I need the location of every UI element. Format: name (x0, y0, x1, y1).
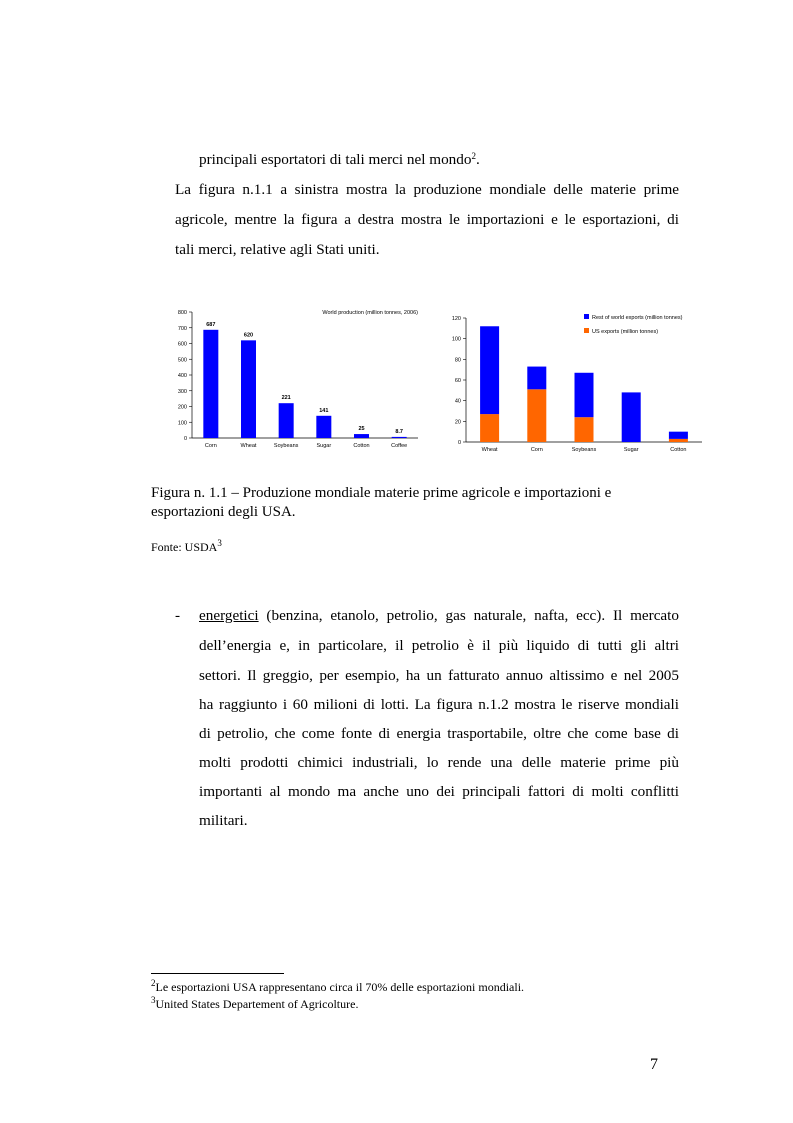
y-tick-label-8: 800 (177, 310, 187, 316)
bar-corn-rest-of-world-exports (527, 367, 546, 390)
bullet-line-5: di petrolio, che come fonte di energia trasportabile, oltre che come base di (199, 725, 679, 742)
para1-line-2: agricole, mentre la figura a destra mostra le importazioni e le esportazioni, di (175, 211, 679, 228)
bullet-dash: - (175, 607, 181, 624)
legend-swatch-us-exports (584, 328, 589, 333)
y-tick-label-3: 60 (454, 378, 461, 384)
x-tick-label-soybeans: Soybeans (273, 443, 299, 449)
bullet-line-4: ha raggiunto i 60 milioni di lotti. La figura n.1.2 mostra le riserve mondiali (199, 696, 679, 713)
bar-cotton-us-exports (669, 439, 688, 442)
bullet-keyword: energetici (199, 607, 259, 624)
footnote-3 (151, 997, 358, 1012)
figure-caption-line-2: esportazioni degli USA. (151, 504, 296, 520)
bullet-line-8: militari. (199, 812, 248, 829)
bullet-line-6: molti prodotti chimici industriali, lo rende una delle materie prime più (199, 754, 679, 771)
data-label-sugar: 141 (319, 407, 329, 414)
data-label-wheat: 620 (243, 332, 254, 339)
para1-line-1: La figura n.1.1 a sinistra mostra la produzione mondiale delle materie prime (175, 181, 679, 198)
y-tick-label-0: 0 (183, 436, 187, 442)
bar-cotton (354, 434, 369, 438)
bar-soybeans-rest-of-world-exports (575, 373, 594, 417)
legend-label-us-exports: US exports (million tonnes) (592, 329, 659, 335)
bar-sugar-rest-of-world-exports (622, 392, 641, 442)
x-tick-label-coffee: Coffee (391, 443, 408, 449)
footnote-2-text: Le esportazioni USA rappresentano circa il 70% delle esportazioni mondiali. (155, 980, 525, 994)
y-tick-label-1: 20 (454, 419, 461, 426)
footnote-separator (151, 973, 284, 974)
y-tick-label-4: 80 (454, 357, 461, 364)
source-text: Fonte: USDA (151, 540, 218, 554)
data-label-corn: 687 (206, 321, 216, 328)
bar-soybeans (279, 403, 294, 438)
bar-coffee (392, 437, 407, 438)
y-tick-label-0: 0 (457, 440, 461, 446)
y-tick-label-1: 100 (177, 420, 187, 427)
legend-label-rest-of-world-exports: Rest of world exports (million tonnes) (592, 315, 683, 321)
footnote-3-number: 3 (151, 995, 156, 1005)
bullet-line-3: settori. Il greggio, per esempio, ha un fatturato annuo altissimo e nel 2005 (199, 667, 679, 684)
bar-sugar (316, 416, 331, 438)
x-tick-label-cotton: Cotton (353, 443, 370, 449)
y-tick-label-7: 700 (177, 325, 187, 332)
x-tick-label-wheat: Wheat (240, 443, 257, 449)
us-exports-chart (448, 308, 708, 458)
footnote-2 (151, 980, 524, 995)
x-tick-label-soybeans: Soybeans (571, 447, 597, 453)
text-top-end: . (475, 151, 480, 168)
bar-wheat (241, 340, 256, 438)
data-label-coffee: 8.7 (395, 428, 403, 435)
figure-source (151, 540, 222, 555)
y-tick-label-6: 120 (451, 316, 461, 322)
world-production-chart (170, 306, 430, 456)
x-tick-label-sugar: Sugar (623, 447, 639, 453)
y-tick-label-2: 200 (177, 404, 187, 411)
y-tick-label-4: 400 (177, 373, 187, 379)
chart-title: World production (million tonnes, 2006) (322, 310, 418, 316)
y-tick-label-5: 100 (451, 336, 461, 343)
x-tick-label-cotton: Cotton (670, 447, 687, 453)
bar-wheat-us-exports (480, 414, 499, 442)
bullet-line-7: importanti al mondo ma anche uno dei principali fattori di molti conflitti (199, 783, 679, 800)
x-tick-label-wheat: Wheat (481, 447, 498, 453)
y-tick-label-2: 40 (454, 398, 461, 405)
bullet-first-rest: (benzina, etanolo, petrolio, gas naturale, nafta, ecc). Il mercato (258, 607, 679, 624)
bar-soybeans-us-exports (575, 417, 594, 442)
bar-corn (203, 330, 218, 438)
x-tick-label-corn: Corn (530, 447, 543, 453)
footnote-ref-3: 3 (217, 538, 222, 548)
y-tick-label-3: 300 (177, 388, 187, 395)
footnote-3-text: United States Departement of Agricolture. (155, 997, 359, 1011)
legend-swatch-rest-of-world-exports (584, 314, 589, 319)
page-number: 7 (650, 1056, 658, 1073)
text-line-top (199, 150, 679, 170)
x-tick-label-corn: Corn (204, 443, 217, 449)
bar-corn-us-exports (527, 389, 546, 442)
y-tick-label-5: 500 (177, 357, 187, 364)
data-label-soybeans: 221 (281, 395, 291, 402)
footnote-2-number: 2 (151, 978, 156, 988)
bullet-line-1 (199, 606, 679, 626)
bar-wheat-rest-of-world-exports (480, 326, 499, 414)
para1-line-3: tali merci, relative agli Stati uniti. (175, 241, 380, 258)
figure-caption-line-1: Figura n. 1.1 – Produzione mondiale materie prime agricole e importazioni e (151, 485, 612, 501)
bullet-line-2: dell’energia e, in particolare, il petrolio è il più liquido di tutti gli altri (199, 637, 679, 654)
x-tick-label-sugar: Sugar (316, 443, 332, 449)
bar-cotton-rest-of-world-exports (669, 432, 688, 439)
y-tick-label-6: 600 (177, 341, 187, 348)
text-top: principali esportatori di tali merci nel mondo (199, 151, 472, 168)
data-label-cotton: 25 (358, 426, 365, 433)
footnote-ref-2: 2 (471, 151, 476, 161)
